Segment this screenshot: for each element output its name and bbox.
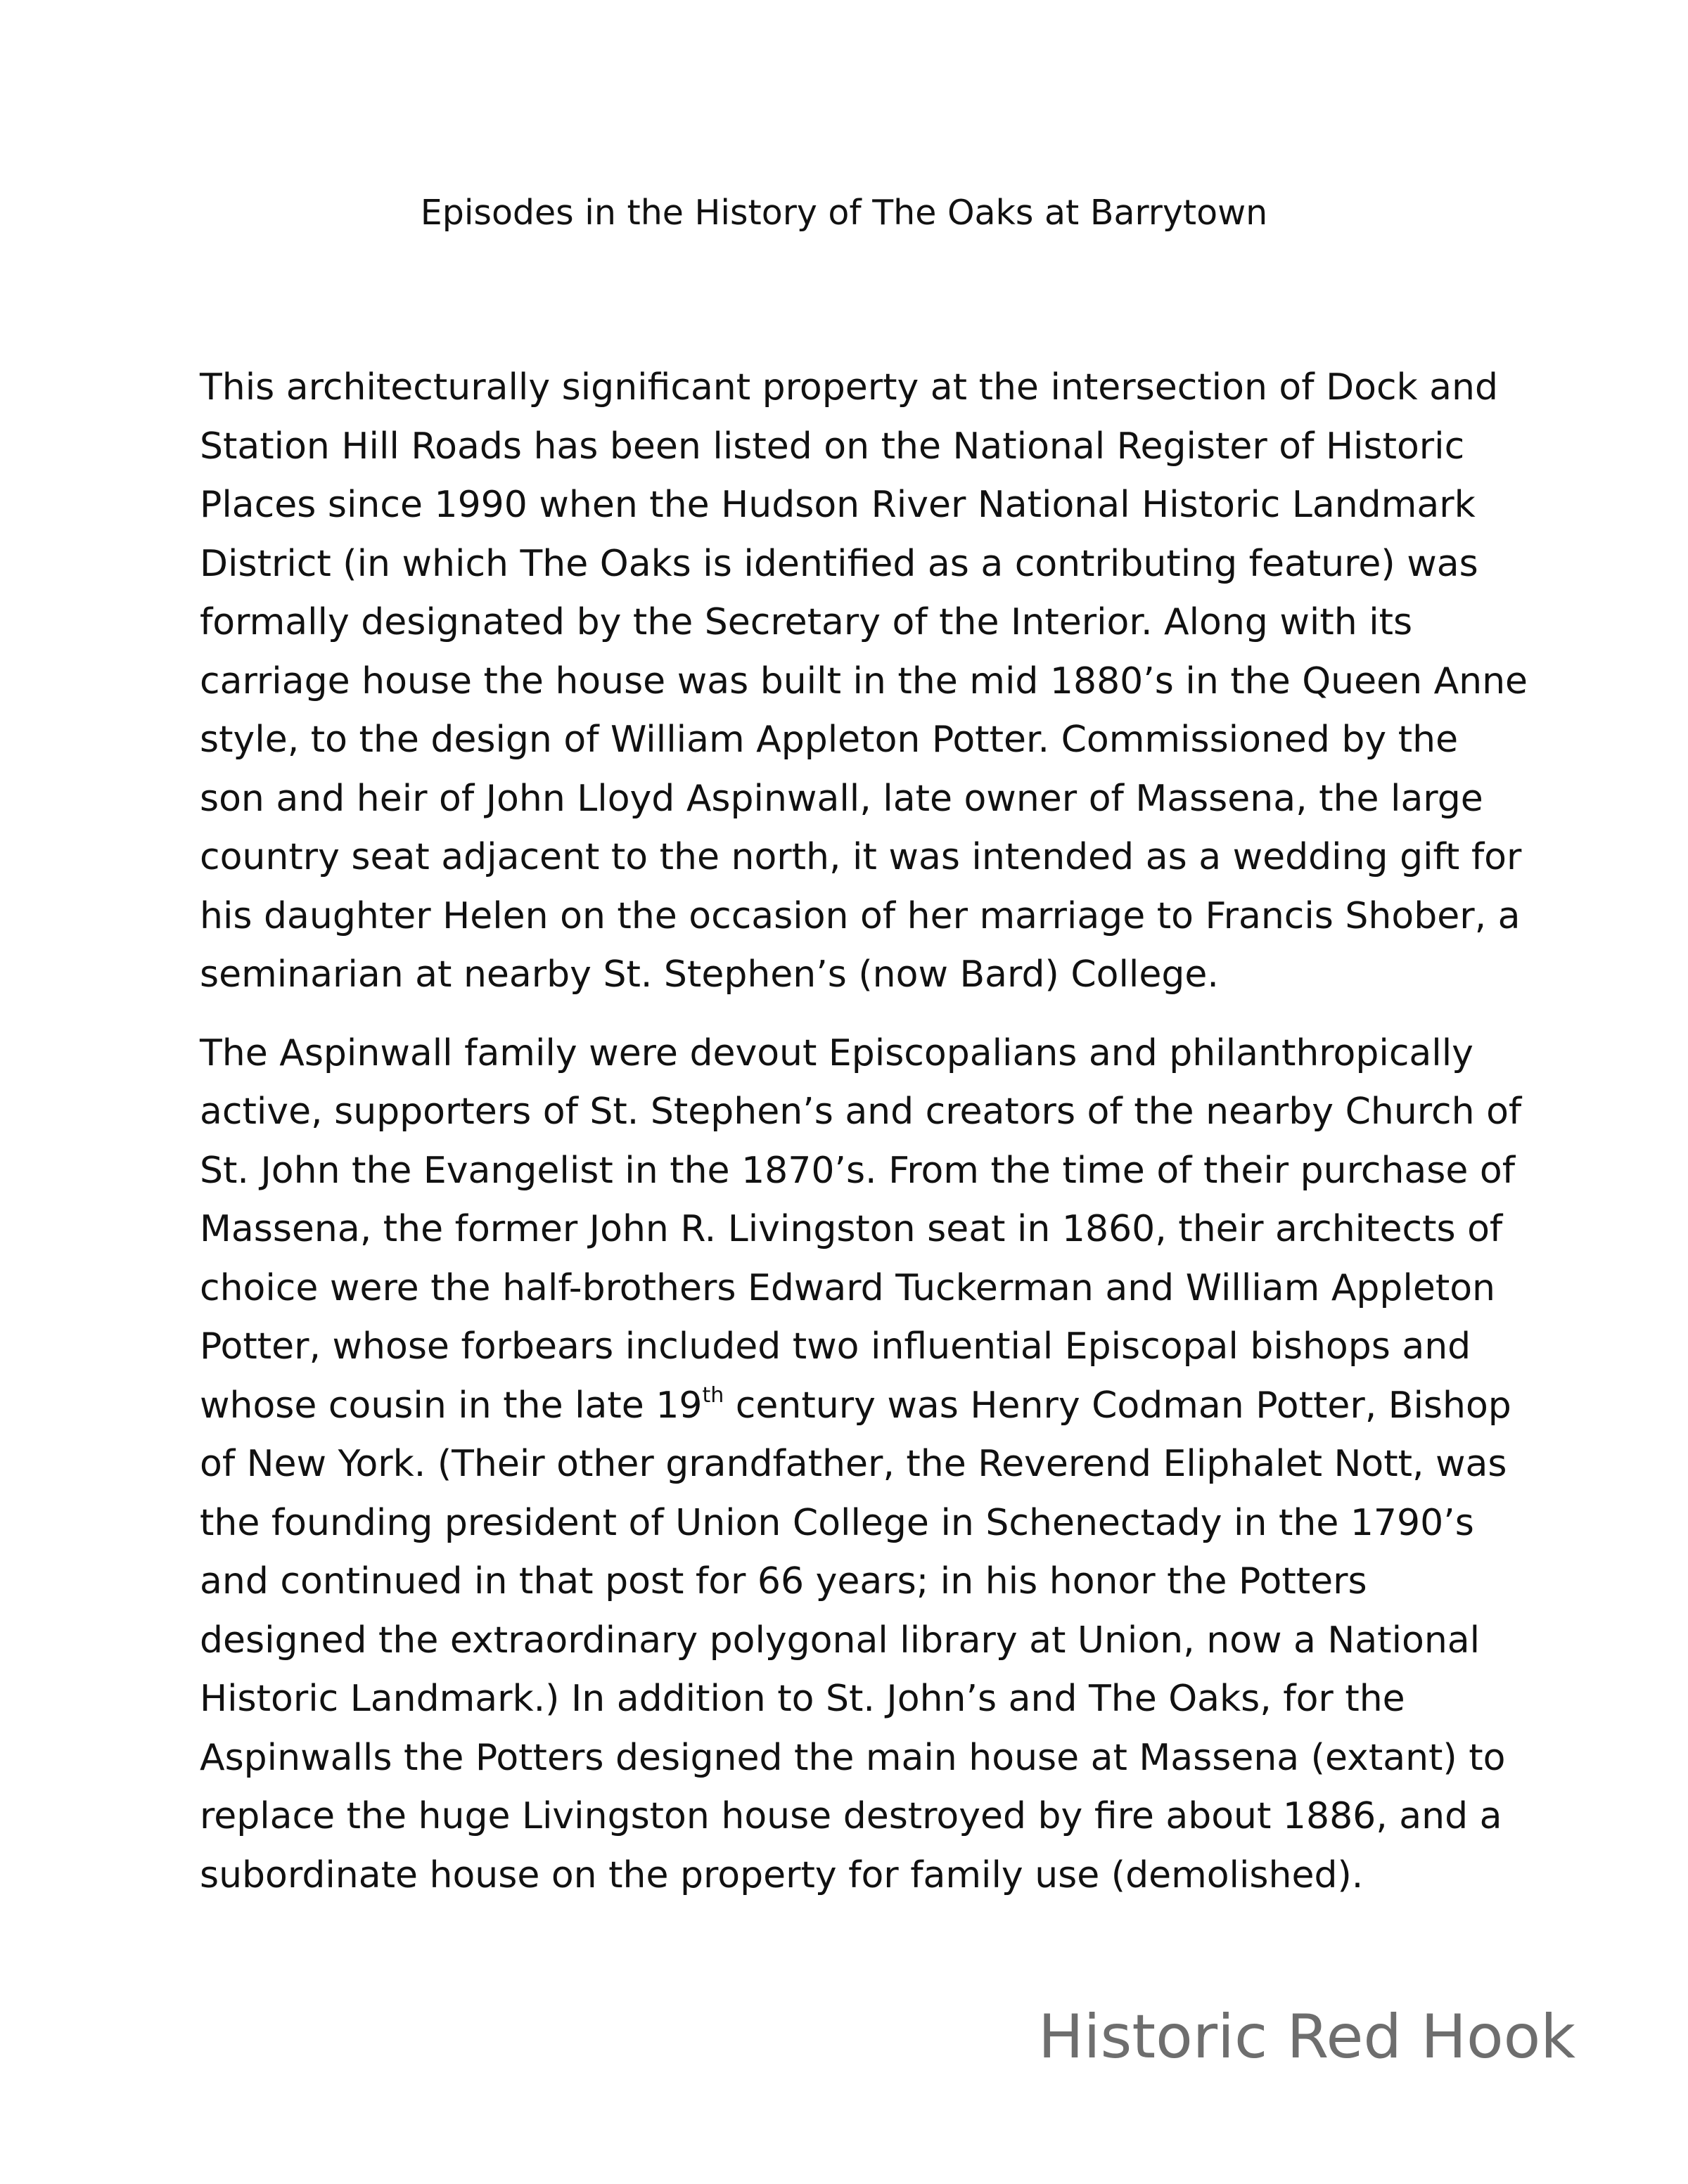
paragraph-line: The Aspinwall family were devout Episcopalians and philanthropically [200, 1032, 1473, 1074]
paragraph-line: formally designated by the Secretary of the Interior. Along with its [200, 601, 1413, 643]
paragraph-line: St. John the Evangelist in the 1870’s. From the time of their purchase of [200, 1149, 1516, 1192]
paragraph-line: Aspinwalls the Potters designed the main house at Massena (extant) to [200, 1736, 1506, 1779]
paragraph-line-superscript [200, 1377, 1522, 1436]
paragraph-line: country seat adjacent to the north, it was intended as a wedding gift for [200, 836, 1522, 878]
ordinal-superscript: th [702, 1382, 724, 1408]
document-body [200, 359, 1528, 1925]
paragraph-line: his daughter Helen on the occasion of her marriage to Francis Shober, a [200, 894, 1521, 937]
line-text-after: century was Henry Codman Potter, Bishop [724, 1384, 1511, 1427]
paragraph-line: subordinate house on the property for family use (demolished). [200, 1854, 1364, 1896]
paragraph-line: designed the extraordinary polygonal library at Union, now a National [200, 1619, 1481, 1662]
paragraph-line: choice were the half-brothers Edward Tuckerman and William Appleton [200, 1266, 1496, 1309]
paragraph-line: style, to the design of William Appleton Potter. Commissioned by the [200, 719, 1459, 761]
paragraph-line: Station Hill Roads has been listed on the National Register of Historic [200, 425, 1465, 468]
paragraph-line: replace the huge Livingston house destroyed by fire about 1886, and a [200, 1795, 1502, 1837]
paragraph-line: of New York. (Their other grandfather, the Reverend Eliphalet Nott, was [200, 1443, 1507, 1485]
paragraph-line: the founding president of Union College in Schenectady in the 1790’s [200, 1501, 1474, 1544]
paragraph-line: seminarian at nearby St. Stephen’s (now Bard) College. [200, 953, 1219, 996]
paragraph-line: Potter, whose forbears included two influential Episcopal bishops and [200, 1325, 1471, 1368]
paragraph-1 [200, 359, 1528, 1005]
paragraph-2-part-a [200, 1024, 1522, 1377]
paragraph-line: Massena, the former John R. Livingston seat in 1860, their architects of [200, 1208, 1503, 1250]
paragraph-2 [200, 1024, 1522, 1906]
paragraph-2-part-b [200, 1435, 1522, 1905]
paragraph-line: active, supporters of St. Stephen’s and creators of the nearby Church of [200, 1091, 1522, 1133]
line-text-before: whose cousin in the late 19 [200, 1384, 703, 1427]
paragraph-line: carriage house the house was built in the mid 1880’s in the Queen Anne [200, 660, 1528, 702]
paragraph-line: This architecturally significant property at the intersection of Dock and [200, 366, 1498, 409]
paragraph-line: and continued in that post for 66 years; in his honor the Potters [200, 1560, 1367, 1602]
paragraph-line: son and heir of John Lloyd Aspinwall, late owner of Massena, the large [200, 777, 1483, 820]
paragraph-line: Historic Landmark.) In addition to St. John’s and The Oaks, for the [200, 1678, 1405, 1720]
paragraph-line: District (in which The Oaks is identified as a contributing feature) was [200, 542, 1478, 585]
paragraph-line: Places since 1990 when the Hudson River National Historic Landmark [200, 484, 1476, 526]
footer-brand: Historic Red Hook [1037, 2002, 1575, 2072]
page-title: Episodes in the History of The Oaks at Barrytown [420, 193, 1268, 233]
